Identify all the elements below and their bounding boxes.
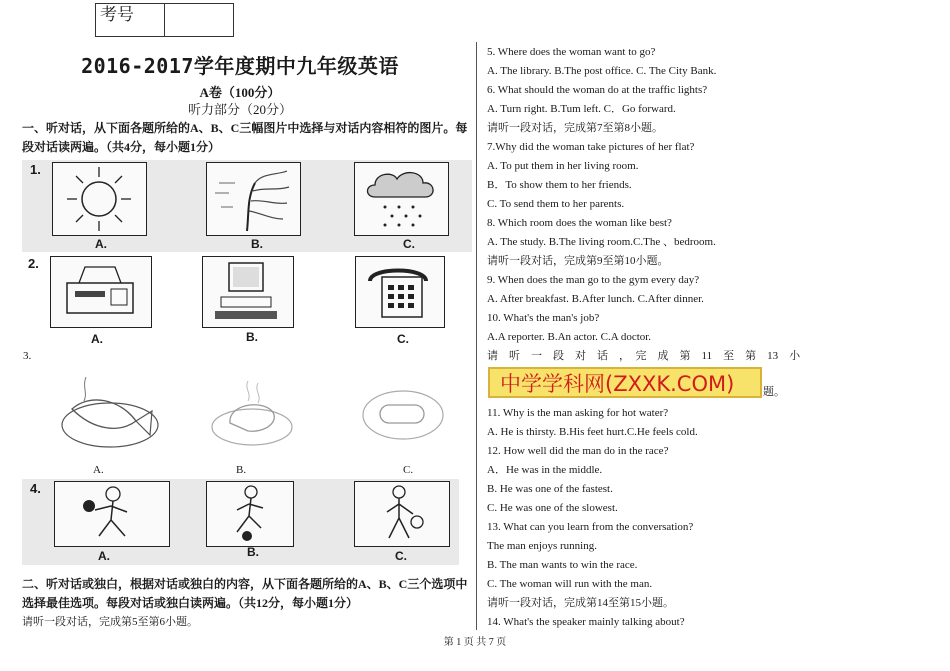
right-line-12: 请听一段对话，完成第9至第10小题。	[487, 255, 669, 267]
right-line-5: 请听一段对话，完成第7至第8小题。	[487, 122, 663, 134]
right-line-20: 12. How well did the man do in the race?	[487, 445, 669, 457]
telephone-image	[355, 256, 445, 328]
roast-chicken-image	[200, 373, 304, 453]
right-line-28: 请听一段对话，完成第14至第15小题。	[487, 597, 674, 609]
right-line-1: 5. Where does the woman want to go?	[487, 46, 656, 58]
listening-heading: 听力部分（20分）	[187, 102, 292, 117]
q4-option-b-label: B.	[247, 545, 259, 559]
right-line-2: A. The library. B.The post office. C. The City Bank.	[487, 65, 717, 77]
right-line-11: A. The study. B.The living room.C.The 、bedroom.	[487, 236, 716, 248]
fax-machine-image	[50, 256, 152, 328]
q2-option-a-label: A.	[91, 332, 103, 346]
q2-option-b-label: B.	[246, 330, 258, 344]
question-3-number: 3.	[23, 350, 32, 362]
page-footer: 第 1 页 共 7 页	[443, 637, 507, 648]
right-line-18: 11. Why is the man asking for hot water?	[487, 407, 669, 419]
zxxk-watermark-logo: 中学学科网(ZXXK.COM)	[488, 367, 762, 398]
right-line-10: 8. Which room does the woman like best?	[487, 217, 672, 229]
right-line-6: 7.Why did the woman take pictures of her flat?	[487, 141, 695, 153]
question-2-images	[22, 254, 472, 348]
right-line-3: 6. What should the woman do at the traffic lights?	[487, 84, 708, 96]
column-divider	[476, 42, 477, 630]
page-title: 2016-2017学年度期中九年级英语	[81, 54, 399, 78]
table-tennis-image	[54, 481, 170, 547]
q3-option-c-label: C.	[403, 464, 414, 476]
right-line-17: 请 听 一 段 对 话 ， 完 成 第 11 至 第 13 小	[487, 350, 801, 362]
exam-number-field	[165, 4, 233, 36]
q1-option-a-label: A.	[95, 237, 107, 251]
q3-option-a-label: A.	[93, 464, 104, 476]
question-1-images	[22, 160, 472, 252]
right-line-9: C. To send them to her parents.	[487, 198, 625, 210]
right-line-21: A．He was in the middle.	[487, 464, 603, 476]
q3-option-b-label: B.	[236, 464, 247, 476]
q1-option-b-label: B.	[251, 237, 263, 251]
right-line-22: B. He was one of the fastest.	[487, 483, 613, 495]
question-3-images	[22, 349, 472, 479]
logo-suffix: 题。	[763, 386, 785, 398]
volume-a-heading: A卷（100分）	[199, 85, 281, 100]
question-2-number: 2.	[28, 256, 39, 271]
soccer-image	[206, 481, 294, 547]
right-line-7: A. To put them in her living room.	[487, 160, 639, 172]
sun-image	[52, 162, 147, 236]
bread-dish-image	[358, 383, 448, 445]
section1-instruction: 一、听对话，从下面各题所给的A、B、C三幅图片中选择与对话内容相符的图片。每段对话读两遍。（共4分，每小题1分）	[22, 121, 468, 154]
right-line-24: 13. What can you learn from the conversation?	[487, 521, 694, 533]
question-4-number: 4.	[30, 481, 41, 496]
right-line-4: A. Turn right. B.Tum left. C．Go forward.	[487, 103, 676, 115]
fish-dish-image	[50, 369, 162, 453]
q4-option-c-label: C.	[395, 549, 407, 563]
right-line-25: The man enjoys running.	[487, 540, 597, 552]
right-line-29: 14. What's the speaker mainly talking about?	[487, 616, 685, 628]
right-line-26: B. The man wants to win the race.	[487, 559, 638, 571]
right-line-8: B．To show them to her friends.	[487, 179, 632, 191]
question-4-images	[22, 479, 459, 565]
right-line-23: C. He was one of the slowest.	[487, 502, 618, 514]
q4-option-a-label: A.	[98, 549, 110, 563]
rain-cloud-image	[354, 162, 449, 236]
q1-option-c-label: C.	[403, 237, 415, 251]
q2-option-c-label: C.	[397, 332, 409, 346]
right-line-27: C. The woman will run with the man.	[487, 578, 653, 590]
right-line-14: A. After breakfast. B.After lunch. C.After dinner.	[487, 293, 704, 305]
exam-number-box	[95, 3, 234, 37]
computer-image	[202, 256, 294, 328]
section2-note: 请听一段对话，完成第5至第6小题。	[22, 616, 198, 628]
exam-number-label: 考号	[96, 4, 165, 36]
basketball-image	[354, 481, 450, 547]
section2-instruction: 二、听对话或独白，根据对话或独白的内容，从下面各题所给的A、B、C三个选项中选择最佳选项。每段对话或独白读两遍。（共12分，每小题1分）	[22, 577, 468, 610]
right-line-15: 10. What's the man's job?	[487, 312, 600, 324]
windy-tree-image	[206, 162, 301, 236]
right-line-13: 9. When does the man go to the gym every day?	[487, 274, 700, 286]
right-line-19: A. He is thirsty. B.His feet hurt.C.He feels cold.	[487, 426, 698, 438]
right-line-16: A.A reporter. B.An actor. C.A doctor.	[487, 331, 652, 343]
question-1-number: 1.	[30, 162, 41, 177]
